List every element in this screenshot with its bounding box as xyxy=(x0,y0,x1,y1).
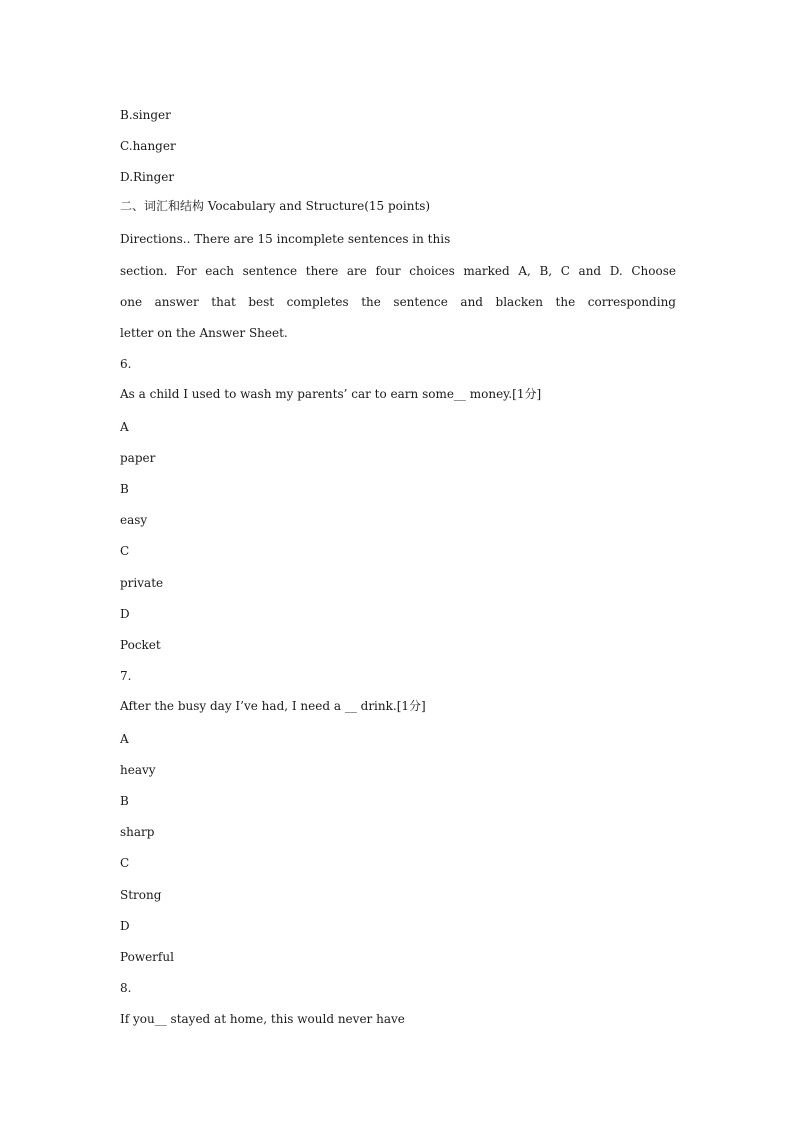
option-text: Powerful xyxy=(120,950,174,964)
option-c-prev: C.hanger xyxy=(120,139,176,153)
directions-line-2: section. For each sentence there are four choices marked A, B, C and D. Choose xyxy=(120,264,676,278)
option-text: private xyxy=(120,576,164,590)
question-stem: If you__ stayed at home, this would never have xyxy=(120,1012,405,1026)
option-text: easy xyxy=(120,513,148,527)
option-text: sharp xyxy=(120,825,155,839)
option-letter: A xyxy=(120,420,129,434)
option-text: heavy xyxy=(120,763,156,777)
option-letter: C xyxy=(120,856,130,870)
question-stem: As a child I used to wash my parents’ car to earn some__ money.[1分] xyxy=(120,387,542,401)
option-b-prev: B.singer xyxy=(120,108,171,122)
option-letter: B xyxy=(120,482,129,496)
question-number: 8. xyxy=(120,981,132,995)
option-letter: D xyxy=(120,919,130,933)
option-text: Strong xyxy=(120,888,162,902)
question-number: 6. xyxy=(120,357,132,371)
directions-line-4: letter on the Answer Sheet. xyxy=(120,326,288,340)
section-heading: 二、词汇和结构 Vocabulary and Structure(15 points) xyxy=(120,199,431,213)
option-d-prev: D.Ringer xyxy=(120,170,175,184)
option-text: paper xyxy=(120,451,156,465)
directions-line-3: one answer that best completes the sentence and blacken the corresponding xyxy=(120,295,676,309)
question-number: 7. xyxy=(120,669,132,683)
option-letter: C xyxy=(120,544,130,558)
directions-line-1: Directions.. There are 15 incomplete sentences in this xyxy=(120,232,451,246)
option-text: Pocket xyxy=(120,638,161,652)
option-letter: B xyxy=(120,794,129,808)
question-stem: After the busy day I’ve had, I need a __ drink.[1分] xyxy=(120,699,426,713)
option-letter: D xyxy=(120,607,130,621)
option-letter: A xyxy=(120,732,129,746)
